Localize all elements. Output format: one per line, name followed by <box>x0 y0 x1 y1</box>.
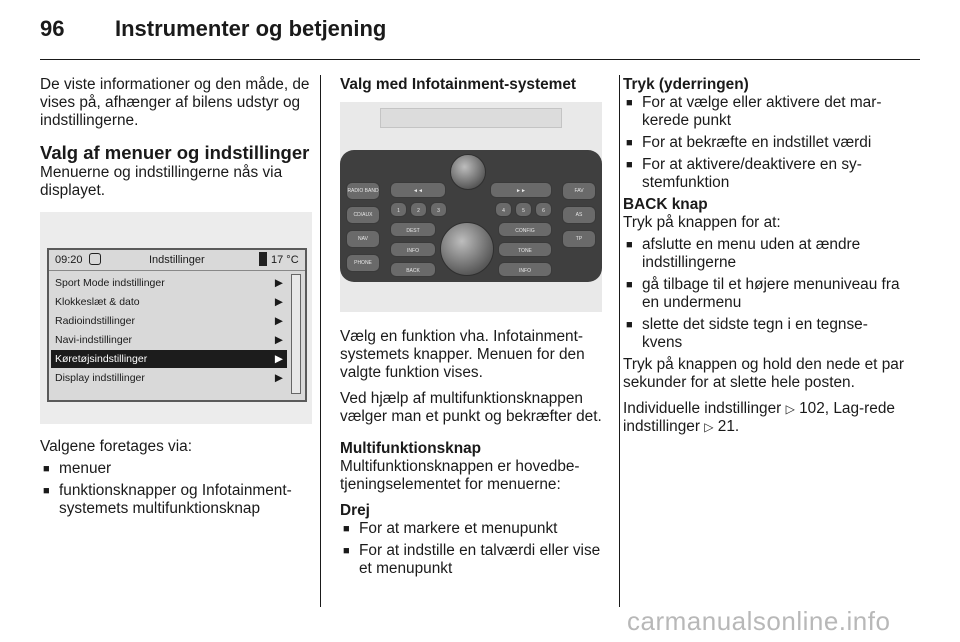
page-ref-icon: ▷ <box>704 420 714 434</box>
page-ref-link[interactable]: 21 <box>717 418 735 435</box>
xref-label: Lag-rede indstillinger <box>623 400 895 435</box>
arrow-right-icon: ▶ <box>274 372 283 384</box>
tp-button[interactable]: TP <box>562 230 596 248</box>
page-ref-link[interactable]: 102 <box>799 400 825 417</box>
preset-button[interactable]: 3 <box>430 202 447 217</box>
preset-button[interactable]: 2 <box>410 202 427 217</box>
section-heading: Valg af menuer og indstillinger <box>40 142 310 163</box>
xref-label: Individuelle indstillinger <box>623 400 782 417</box>
info-left-button[interactable]: INFO <box>390 242 436 257</box>
display-screen <box>47 248 307 402</box>
infotainment-panel-figure <box>340 102 602 312</box>
cd-aux-button[interactable]: CD/AUX <box>346 206 380 224</box>
header-divider <box>40 59 920 60</box>
as-button[interactable]: AS <box>562 206 596 224</box>
subsection-heading: Drej <box>340 502 370 519</box>
paragraph: Tryk på knappen for at: <box>623 214 781 231</box>
display-title: Indstillinger <box>149 254 205 266</box>
arrow-right-icon: ▶ <box>274 296 283 308</box>
display-time: 09:20 <box>55 254 83 266</box>
fav-button[interactable]: FAV <box>562 182 596 200</box>
paragraph: Vælg en funktion vha. Infotainment-systemets knapper. Menuen for den valgte funktion vises. <box>340 328 585 381</box>
multifunction-knob[interactable] <box>440 222 494 276</box>
list-item: ■ gå tilbage til et højere menuniveau fra en undermenu <box>623 276 907 312</box>
page-header <box>40 16 920 56</box>
watermark: carmanualsonline.info <box>627 606 891 636</box>
display-menu-item[interactable]: Navi-indstillinger ▶ <box>51 331 287 349</box>
info-button[interactable]: INFO <box>498 262 552 277</box>
column-2 <box>340 76 606 582</box>
cross-reference-paragraph: Individuelle indstillinger ▷ 102, Lag-rede indstillinger ▷ 21. <box>623 400 895 435</box>
paragraph: Ved hjælp af multifunktionsknappen vælger man et punkt og bekræfter det. <box>340 390 602 425</box>
subsection-heading: Valg med Infotainment-systemet <box>340 76 577 93</box>
phone-button[interactable]: PHONE <box>346 254 380 272</box>
status-icon <box>89 253 101 265</box>
list-item: ■ For at markere et menupunkt <box>340 520 606 538</box>
seek-forward-button[interactable]: ►► <box>490 182 552 198</box>
list-item: ■ funktionsknapper og Infotainment-systemets multifunktionsknap <box>40 482 312 518</box>
arrow-right-icon: ▶ <box>274 334 283 346</box>
page-title: Instrumenter og betjening <box>115 16 387 41</box>
back-list <box>623 236 907 352</box>
section-intro: Menuerne og indstillingerne nås via displayet. <box>40 164 283 199</box>
arrow-right-icon: ▶ <box>274 277 283 289</box>
preset-button[interactable]: 6 <box>535 202 552 217</box>
display-figure <box>40 212 312 424</box>
preset-button[interactable]: 1 <box>390 202 407 217</box>
vent-panel <box>380 108 562 128</box>
column-1 <box>40 76 312 522</box>
list-item: ■ For at aktivere/deaktivere en sy-stemfunktion <box>623 156 907 192</box>
display-scrollbar[interactable] <box>291 274 301 394</box>
list-item: ■ For at vælge eller aktivere det mar-kerede punkt <box>623 94 907 130</box>
thermometer-icon <box>259 252 267 266</box>
arrow-right-icon: ▶ <box>274 353 283 365</box>
drej-list <box>340 520 606 578</box>
display-menu-item-selected[interactable]: Køretøjsindstillinger ▶ <box>51 350 287 368</box>
display-menu-item[interactable]: Radioindstillinger ▶ <box>51 312 287 330</box>
page-ref-icon: ▷ <box>785 402 795 416</box>
seek-back-button[interactable]: ◄◄ <box>390 182 446 198</box>
selection-list <box>40 460 312 518</box>
list-item: ■ slette det sidste tegn i en tegnse-kvens <box>623 316 907 352</box>
radio-band-button[interactable]: RADIO BAND <box>346 182 380 200</box>
display-menu-item[interactable]: Klokkeslæt & dato ▶ <box>51 293 287 311</box>
display-temperature: 17 °C <box>271 254 299 266</box>
list-item: ■ afslutte en menu uden at ændre indstillingerne <box>623 236 907 272</box>
paragraph: Multifunktionsknappen er hovedbe-tjeningselementet for menuerne: <box>340 458 580 493</box>
back-button[interactable]: BACK <box>390 262 436 277</box>
arrow-right-icon: ▶ <box>274 315 283 327</box>
list-item: ■ For at bekræfte en indstillet værdi <box>623 134 907 152</box>
display-menu-item[interactable]: Display indstillinger ▶ <box>51 369 287 387</box>
column-divider-1 <box>320 75 321 607</box>
list-item: ■ For at indstille en talværdi eller vise et menupunkt <box>340 542 606 578</box>
preset-button[interactable]: 4 <box>495 202 512 217</box>
column-3 <box>623 76 907 444</box>
preset-button[interactable]: 5 <box>515 202 532 217</box>
volume-knob[interactable] <box>450 154 486 190</box>
paragraph: Tryk på knappen og hold den nede et par sekunder for at slette hele posten. <box>623 356 904 391</box>
subsection-heading: Multifunktionsknap <box>340 440 482 457</box>
column-divider-2 <box>619 75 620 607</box>
display-menu-item[interactable]: Sport Mode indstillinger ▶ <box>51 274 287 292</box>
subsection-heading: Tryk (yderringen) <box>623 76 749 93</box>
list-item: ■ menuer <box>40 460 312 478</box>
config-button[interactable]: CONFIG <box>498 222 552 237</box>
nav-button[interactable]: NAV <box>346 230 380 248</box>
tone-button[interactable]: TONE <box>498 242 552 257</box>
intro-paragraph: De viste informationer og den måde, de vises på, afhænger af bilens udstyr og indstillingerne. <box>40 76 310 129</box>
subsection-heading: BACK knap <box>623 196 708 213</box>
display-status-bar <box>49 250 305 271</box>
dest-button[interactable]: DEST <box>390 222 436 237</box>
page-number: 96 <box>40 16 65 41</box>
selection-intro: Valgene foretages via: <box>40 438 193 455</box>
tryk-list <box>623 94 907 192</box>
